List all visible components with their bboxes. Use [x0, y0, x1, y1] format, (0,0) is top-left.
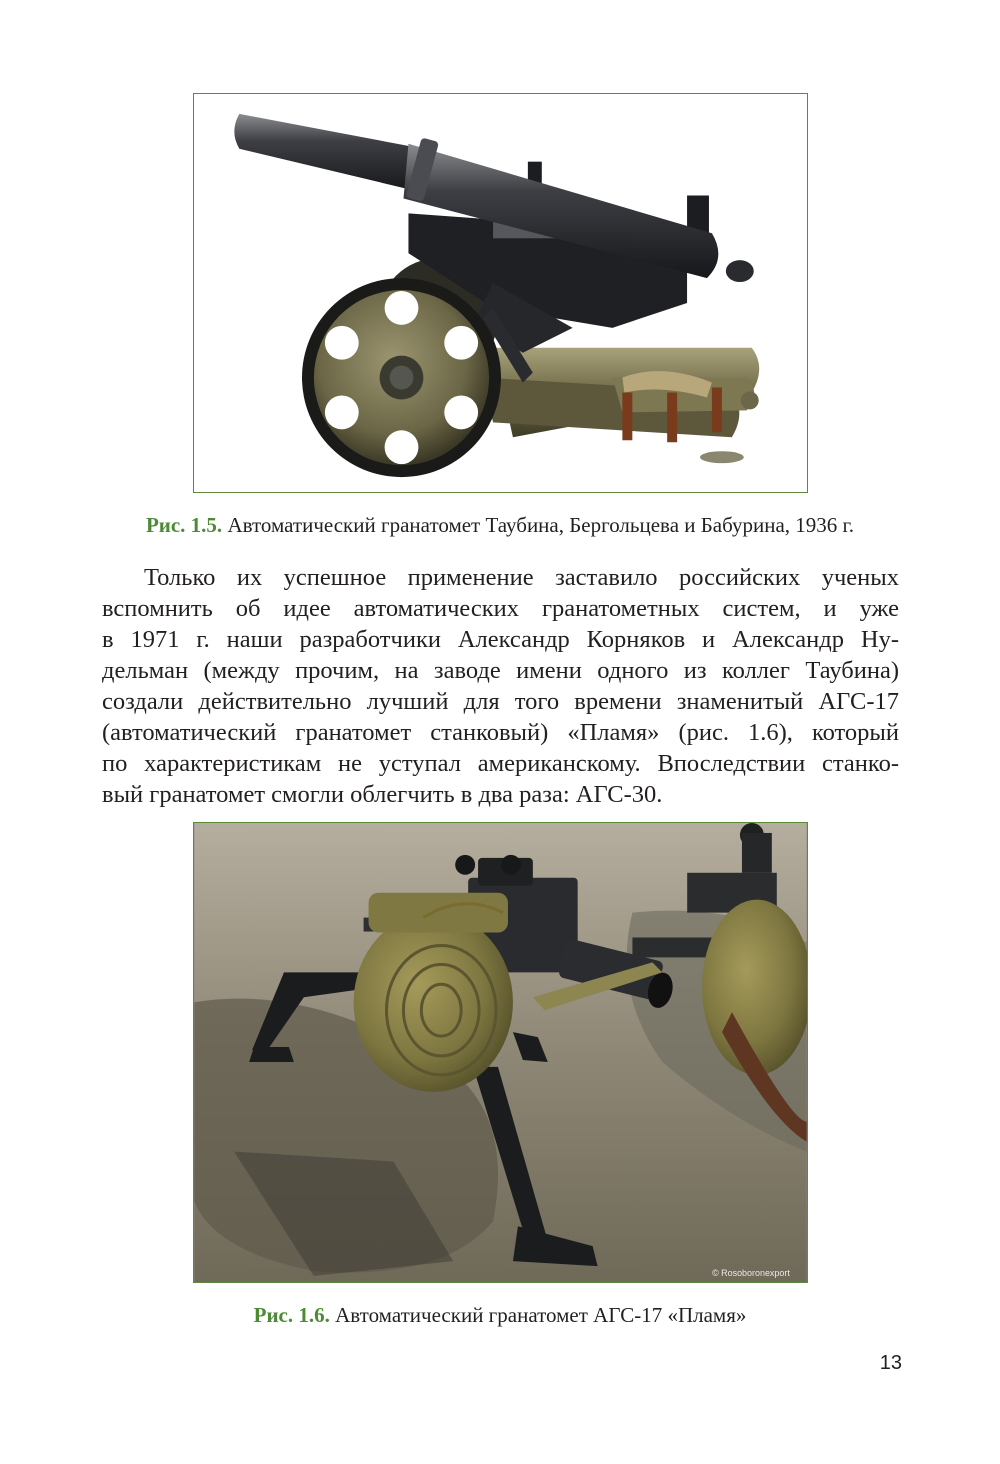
figure-label: Рис. 1.6.	[253, 1303, 330, 1327]
figure-caption-text: Автоматический гранатомет АГС-17 «Пламя»	[335, 1303, 747, 1327]
text-line: создали действительно лучший для того времени знаменитый АГС-17	[102, 688, 899, 715]
ags-17-photo-illustration	[194, 823, 807, 1282]
figure-1-5-caption	[100, 512, 900, 538]
page-number: 13	[879, 1352, 902, 1374]
figure-1-6-image	[193, 822, 808, 1283]
text-line: вый гранатомет смогли облегчить в два раза: АГС-30.	[102, 781, 663, 808]
body-paragraph	[102, 562, 899, 810]
figure-1-5-image	[193, 93, 808, 493]
photo-watermark: © Rosoboronexport	[712, 1268, 790, 1279]
figure-caption-text: Автоматический гранатомет Таубина, Бергольцева и Бабурина, 1936 г.	[227, 513, 855, 537]
text-line: Только их успешное применение заставило российских ученых	[144, 564, 899, 591]
figure-label: Рис. 1.5.	[145, 513, 223, 537]
text-line: по характеристикам не уступал американскому. Впоследствии станко-	[102, 750, 899, 777]
figure-1-6-caption	[100, 1302, 900, 1328]
text-line: (автоматический гранатомет станковый) «Пламя» (рис. 1.6), который	[102, 719, 899, 746]
text-line: вспомнить об идее автоматических гранатометных систем, и уже	[102, 595, 899, 622]
text-line: в 1971 г. наши разработчики Александр Корняков и Александр Ну-	[102, 626, 899, 653]
taubin-grenade-launcher-illustration	[194, 94, 807, 492]
text-line: дельман (между прочим, на заводе имени одного из коллег Таубина)	[102, 657, 899, 684]
